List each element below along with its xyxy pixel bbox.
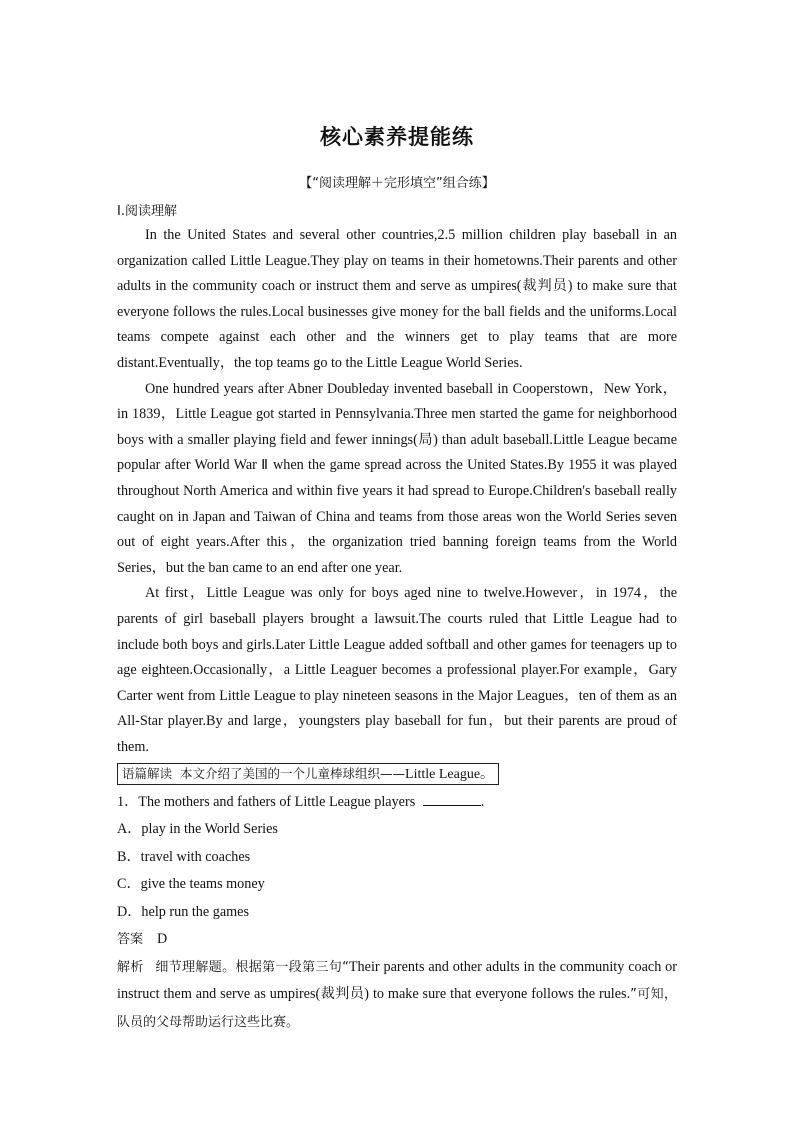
summary-text: 本文介绍了美国的一个儿童棒球组织—— bbox=[180, 766, 406, 782]
question-stem bbox=[117, 789, 677, 816]
answer-blank bbox=[423, 793, 481, 806]
summary-label: 语篇解读 bbox=[122, 766, 173, 782]
summary-text-en: Little League。 bbox=[405, 767, 495, 783]
passage-paragraph-3: At first，Little League was only for boys aged nine to twelve.However，in 1974，the parents of girl baseball players brought a lawsuit.The courts ruled that Little League had to include both boys and girls.Later Little League added softball and other games for teenagers up to age eighteen.Occasionally，a Little Leaguer becomes a professional player.For example，Gary Carter went from Little League to play nineteen seasons in the Major Leagues，ten of them as an All-Star player.By and large，youngsters play baseball for fun，but their parents are proud of them. bbox=[117, 585, 677, 755]
analysis-label: 解析 bbox=[117, 959, 144, 975]
option-b: B．travel with coaches bbox=[117, 848, 251, 865]
analysis bbox=[117, 954, 677, 1037]
option-c: C．give the teams money bbox=[117, 876, 265, 893]
page-subtitle: 【“阅读理解＋完形填空”组合练】 bbox=[299, 176, 495, 191]
passage-summary-box bbox=[117, 763, 499, 785]
answer-value: D bbox=[157, 931, 168, 948]
question-end: . bbox=[480, 794, 485, 811]
document-body bbox=[117, 200, 677, 1036]
page-title: 核心素养提能练 bbox=[320, 125, 474, 149]
option-d: D．help run the games bbox=[117, 903, 249, 920]
analysis-tail: ”可知，队员的父母帮助运行这些比赛。 bbox=[117, 987, 677, 1030]
section-heading: Ⅰ.阅读理解 bbox=[117, 204, 177, 219]
option-a: A．play in the World Series bbox=[117, 821, 278, 838]
analysis-quote: Their parents and other adults in the community coach or instruct them and serve as umpires(裁判员) to make sure that everyone follows the rules. bbox=[117, 958, 677, 1003]
question-text: 1．The mothers and fathers of Little League players bbox=[117, 794, 416, 811]
passage-paragraph-1: In the United States and several other countries,2.5 million children play baseball in an organization called Little League.They play on teams in their hometowns.Their parents and other adults in the community coach or instruct them and serve as umpires(裁判员) to make sure that everyone follows the rules.Local businesses give money for the ball fields and the uniforms.Local teams compete against each other and the winners get to play teams that are more distant.Eventually，the top teams go to the Little League World Series. bbox=[117, 227, 677, 371]
answer-line bbox=[117, 926, 677, 954]
answer-label: 答案 bbox=[117, 932, 144, 948]
analysis-lead: 细节理解题。根据第一段第三句“ bbox=[155, 959, 349, 975]
passage-paragraph-2: One hundred years after Abner Doubleday invented baseball in Cooperstown，New York，in 1839，Little League got started in Pennsylvania.Three men started the game for neighborhood boys with a smaller playing field and fewer innings(局) than adult baseball.Little League became popular after World War Ⅱ when the game spread across the United States.By 1955 it was played throughout North America and within five years it had spread to Europe.Children's baseball really caught on in Japan and Taiwan of China and teams from those areas won the World Series seven out of eight years.After this，the organization tried banning foreign teams from the World Series，but the ban came to an end after one year. bbox=[117, 380, 677, 576]
